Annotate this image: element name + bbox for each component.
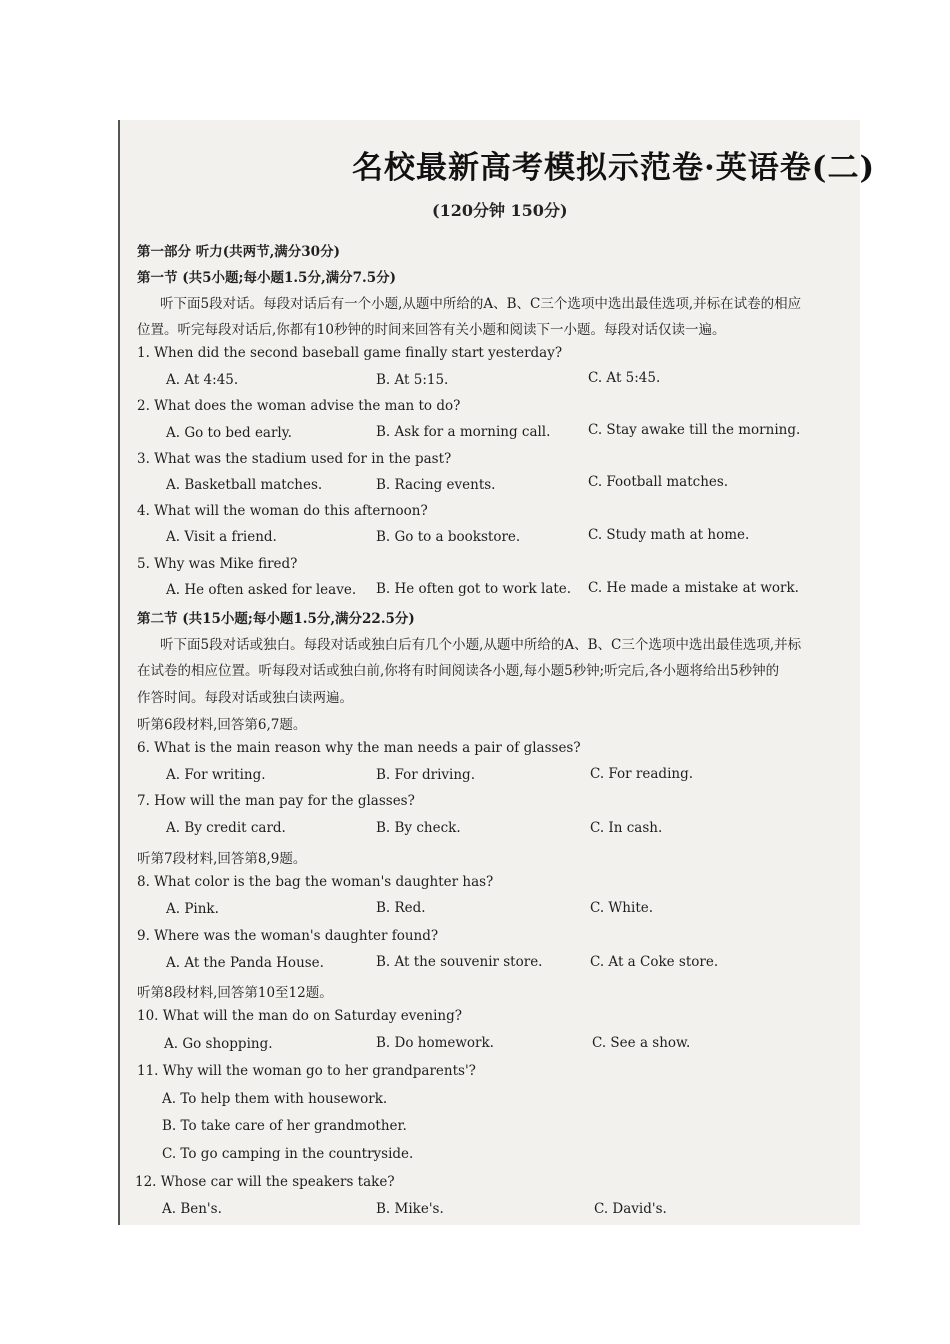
- section2-instructions: 听下面5段对话或独白。每段对话或独白后有几个小题,从题中所给的A、B、C三个选项中选出最佳选项,并标: [160, 637, 802, 653]
- question-3: 3. What was the stadium used for in the past?: [137, 451, 452, 467]
- option-4b: B. Go to a bookstore.: [376, 529, 521, 545]
- material-6-heading: 听第6段材料,回答第6,7题。: [137, 717, 307, 733]
- option-12b: B. Mike's.: [376, 1201, 444, 1217]
- section2-instructions-end: 作答时间。每段对话或独白读两遍。: [137, 690, 353, 706]
- option-5b: B. He often got to work late.: [376, 581, 572, 597]
- option-6a: A. For writing.: [166, 767, 266, 783]
- option-7c: C. In cash.: [590, 820, 663, 836]
- question-9: 9. Where was the woman's daughter found?: [137, 928, 439, 944]
- option-1c: C. At 5:45.: [588, 370, 661, 386]
- question-5: 5. Why was Mike fired?: [137, 556, 298, 572]
- option-11a: A. To help them with housework.: [162, 1091, 388, 1107]
- option-11c: C. To go camping in the countryside.: [162, 1146, 414, 1162]
- option-11b: B. To take care of her grandmother.: [162, 1118, 407, 1134]
- question-8: 8. What color is the bag the woman's daughter has?: [137, 874, 494, 890]
- option-12c: C. David's.: [594, 1201, 667, 1217]
- material-7-heading: 听第7段材料,回答第8,9题。: [137, 851, 307, 867]
- part1-heading: 第一部分 听力(共两节,满分30分): [137, 244, 340, 260]
- exam-duration-score: (120分钟 150分): [432, 201, 568, 220]
- material-8-heading: 听第8段材料,回答第10至12题。: [137, 985, 333, 1001]
- section1-heading: 第一节 (共5小题;每小题1.5分,满分7.5分): [137, 270, 397, 286]
- option-3c: C. Football matches.: [588, 474, 729, 490]
- option-6b: B. For driving.: [376, 767, 475, 783]
- option-1b: B. At 5:15.: [376, 372, 449, 388]
- option-4c: C. Study math at home.: [588, 527, 750, 543]
- option-8c: C. White.: [590, 900, 654, 916]
- option-7a: A. By credit card.: [166, 820, 286, 836]
- section1-instructions-cont: 位置。听完每段对话后,你都有10秒钟的时间来回答有关小题和阅读下一小题。每段对话仅读一遍。: [137, 322, 726, 338]
- question-1: 1. When did the second baseball game finally start yesterday?: [137, 345, 563, 361]
- option-10c: C. See a show.: [592, 1035, 691, 1051]
- question-12: 12. Whose car will the speakers take?: [135, 1174, 395, 1190]
- question-7: 7. How will the man pay for the glasses?: [137, 793, 415, 809]
- option-12a: A. Ben's.: [162, 1201, 222, 1217]
- option-5c: C. He made a mistake at work.: [588, 580, 799, 596]
- option-2c: C. Stay awake till the morning.: [588, 422, 801, 438]
- question-10: 10. What will the man do on Saturday evening?: [137, 1008, 462, 1024]
- question-11: 11. Why will the woman go to her grandparents'?: [137, 1063, 476, 1079]
- section1-instructions: 听下面5段对话。每段对话后有一个小题,从题中所给的A、B、C三个选项中选出最佳选项,并标在试卷的相应: [160, 296, 802, 312]
- option-3a: A. Basketball matches.: [166, 477, 323, 493]
- exam-title: 名校最新高考模拟示范卷·英语卷(二): [352, 150, 876, 186]
- section2-instructions-cont: 在试卷的相应位置。听每段对话或独白前,你将有时间阅读各小题,每小题5秒钟;听完后,各小题将给出5秒钟的: [137, 663, 780, 679]
- option-10b: B. Do homework.: [376, 1035, 494, 1051]
- question-2: 2. What does the woman advise the man to do?: [137, 398, 461, 414]
- option-5a: A. He often asked for leave.: [166, 582, 357, 598]
- option-8a: A. Pink.: [166, 901, 219, 917]
- option-7b: B. By check.: [376, 820, 461, 836]
- question-6: 6. What is the main reason why the man needs a pair of glasses?: [137, 740, 581, 756]
- option-1a: A. At 4:45.: [166, 372, 239, 388]
- option-9c: C. At a Coke store.: [590, 954, 719, 970]
- option-9a: A. At the Panda House.: [166, 955, 324, 971]
- option-4a: A. Visit a friend.: [166, 529, 277, 545]
- question-4: 4. What will the woman do this afternoon?: [137, 503, 428, 519]
- option-3b: B. Racing events.: [376, 477, 496, 493]
- option-10a: A. Go shopping.: [164, 1036, 273, 1052]
- option-2a: A. Go to bed early.: [166, 425, 292, 441]
- option-2b: B. Ask for a morning call.: [376, 424, 551, 440]
- option-6c: C. For reading.: [590, 766, 694, 782]
- section2-heading: 第二节 (共15小题;每小题1.5分,满分22.5分): [137, 611, 415, 627]
- option-8b: B. Red.: [376, 900, 426, 916]
- option-9b: B. At the souvenir store.: [376, 954, 543, 970]
